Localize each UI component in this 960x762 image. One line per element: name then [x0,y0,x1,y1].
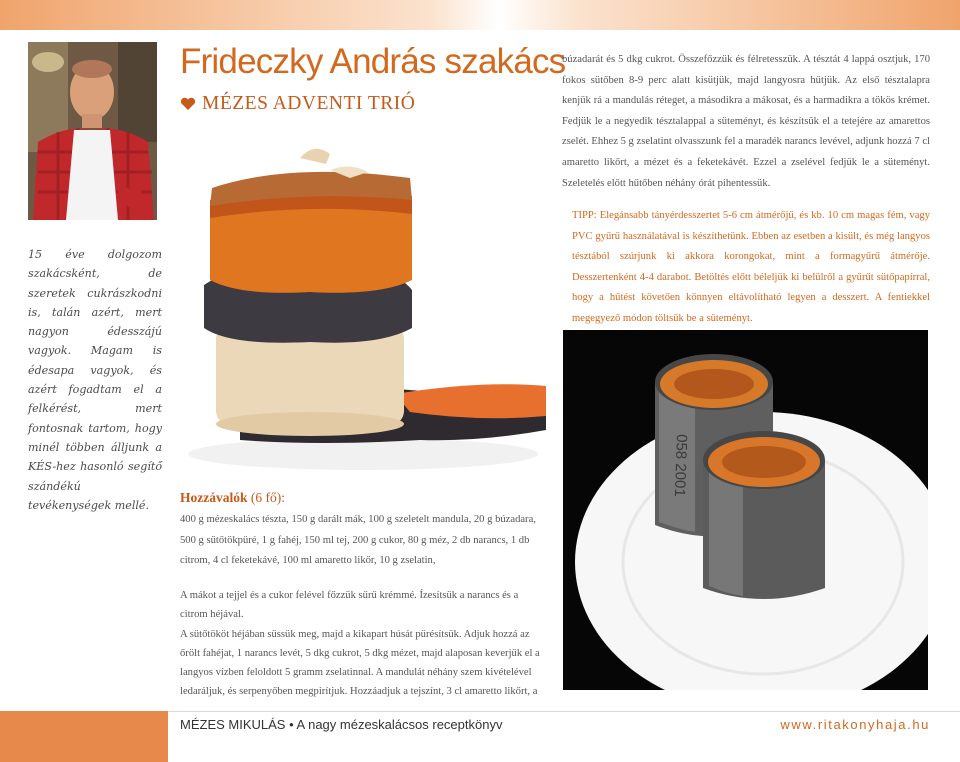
chef-quote: 15 éve dolgozom szakácsként, de szeretek cukrászkodni is, talán azért, mert nagyon édesszájú vagyok. Magam is édesapa vagyok, és azért fogadtam el a felkérést, mert fontosnak tartom, hogy minél többen álljunk a KÉS-hez hasonló segítő szándékú tevékenységek mellé. [28,248,162,512]
recipe-continuation-text: búzadarát és 5 dkg cukrot. Összefőzzük és félretesszük. A tésztát 4 lappá osztjuk, 170 fokos sütőben 8-9 perc alatt kisütjük, majd langyosra hűtjük. Az első tésztalapra kenjük rá a mandulás réteget, a másodikra a mákosat, és a harmadikra a tökös krémet. Fedjük le a negyedik tésztalappal a süteményt, és készítsük el a tetejére az amarettos zselét. Ehhez 5 g zselatint olvasszunk fel a maradék narancs levével, adjunk hozzá 7 cl amaretto likőrt, a mézet és a feketekávét. Ezzel a zselével fedjük le a süteményt. Szeletelés előtt hűtőben néhány órát pihentessük. [562,54,930,189]
footer-book-title: MÉZES MIKULÁS • A nagy mézeskalácsos receptkönyv [180,717,503,732]
heart-icon [180,97,196,111]
recipe-tip-text: TIPP: Elegánsabb tányérdesszertet 5-6 cm átmérőjű, és kb. 10 cm magas fém, vagy PVC gyűrű használatával is készíthetünk. Ebben az esetben a kisült, és még langyos tésztából szúrjunk ki akkora korongokat, mint a formagyűrű átmérője. Desszertenként 4-4 darabot. Betöltés előtt béleljük ki belülről a gyűrűt sütőpapírral, hogy a hűtést követően könnyen eltávolítható legyen a desszert. A fentiekkel megegyező módon töltsük be a süteményt. [572,210,930,324]
method-paragraph-1: A mákot a tejjel és a cukor felével főzzük sűrű krémmé. Ízesítsük a narancs és a citrom héjával. [180,590,519,621]
ingredients-heading [180,490,285,506]
ring-mold-dessert-photo [563,330,928,690]
ingredients-servings: (6 fő): [250,490,285,505]
top-gradient-band [0,0,960,30]
ring-mold-illustration [563,330,928,690]
recipe-title [180,93,415,115]
chef-name-heading: Frideczky András szakács [180,42,566,81]
chef-portrait-illustration [28,42,157,220]
ingredients-list: 400 g mézeskalács tészta, 150 g darált mák, 100 g szeletelt mandula, 20 g búzadara, 500 g sütőtökpüré, 1 g fahéj, 150 ml tej, 200 g cukor, 80 g méz, 2 db narancs, 1 db citrom, 4 cl feketekávé, 100 ml amaretto likőr, 10 g zselatin, [180,514,536,567]
footer-website-link[interactable]: www.ritakonyhaja.hu [780,717,930,732]
footer-orange-band [0,711,168,762]
dessert-illustration [180,140,546,480]
footer-divider [168,711,960,712]
recipe-title-text: MÉZES ADVENTI TRIÓ [202,93,416,114]
cup-label-text: 058 2001 [670,433,690,497]
method-paragraph-2: A sütőtököt héjában süssük meg, majd a kikapart húsát pürésítsük. Adjuk hozzá az őrölt fahéjat, 1 narancs levét, 5 dkg cukrot, 5 dkg mézet, majd alaposan keverjük el a langyos vízben feloldott 5 gramm zselatinnal. A mandulát néhány szem kivételével ledaráljuk, és serpenyőben megpirítjuk. Hozzáadjuk a tejszínt, 3 cl amaretto likőrt, a [180,628,540,698]
ingredients-heading-label: Hozzávalók [180,490,248,505]
dessert-photo [180,140,546,480]
chef-portrait-photo [28,42,157,220]
method-text [180,586,548,702]
